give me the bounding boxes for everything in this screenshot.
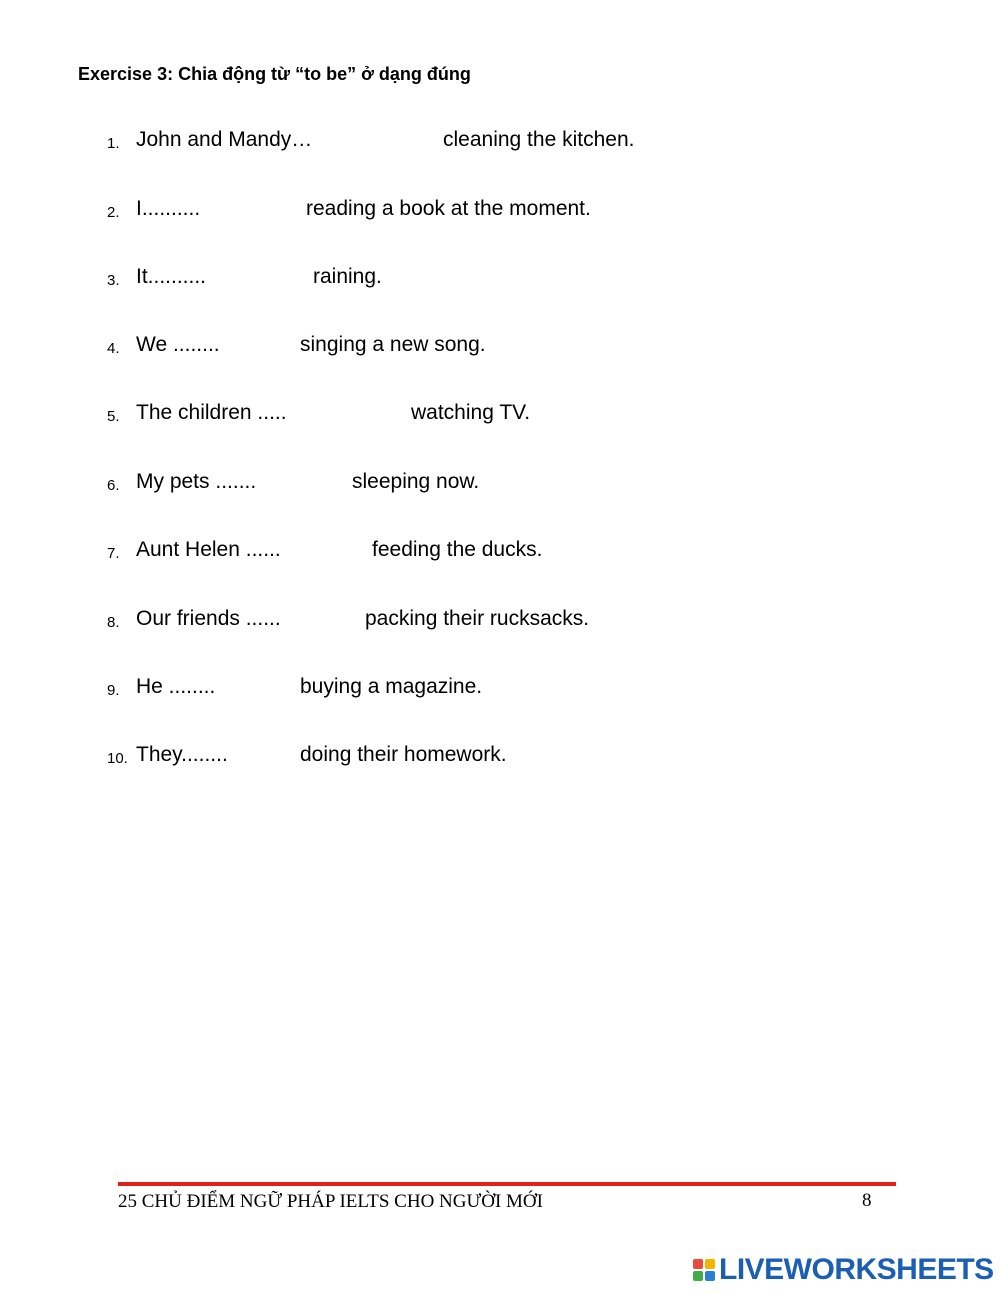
item-predicate: watching TV. bbox=[411, 401, 531, 424]
item-number: 1. bbox=[107, 135, 120, 152]
liveworksheets-wordmark: LIVEWORKSHEETS bbox=[719, 1253, 994, 1286]
item-number: 8. bbox=[107, 614, 120, 631]
item-number: 10. bbox=[107, 750, 128, 767]
item-predicate: feeding the ducks. bbox=[372, 538, 543, 561]
exercise-item-3 bbox=[0, 265, 1000, 295]
liveworksheets-logo[interactable] bbox=[693, 1253, 994, 1287]
exercise-item-5 bbox=[0, 401, 1000, 431]
item-subject: I.......... bbox=[136, 197, 201, 220]
page-number: 8 bbox=[862, 1190, 872, 1211]
exercise-item-2 bbox=[0, 197, 1000, 227]
item-subject: Our friends ...... bbox=[136, 607, 281, 630]
item-predicate: cleaning the kitchen. bbox=[443, 128, 635, 151]
liveworksheets-mark-icon bbox=[693, 1259, 715, 1281]
item-number: 5. bbox=[107, 408, 120, 425]
exercise-item-10 bbox=[0, 743, 1000, 773]
item-number: 6. bbox=[107, 477, 120, 494]
item-subject: The children ..... bbox=[136, 401, 287, 424]
item-number: 7. bbox=[107, 545, 120, 562]
exercise-item-1 bbox=[0, 128, 1000, 158]
exercise-item-8 bbox=[0, 607, 1000, 637]
item-predicate: packing their rucksacks. bbox=[365, 607, 590, 630]
item-number: 2. bbox=[107, 204, 120, 221]
footer-divider bbox=[118, 1182, 896, 1186]
exercise-item-7 bbox=[0, 538, 1000, 568]
item-number: 4. bbox=[107, 340, 120, 357]
exercise-title: Exercise 3: Chia động từ “to be” ở dạng đúng bbox=[78, 64, 471, 84]
exercise-item-4 bbox=[0, 333, 1000, 363]
item-predicate: doing their homework. bbox=[300, 743, 507, 766]
item-predicate: singing a new song. bbox=[300, 333, 486, 356]
footer-title: 25 CHỦ ĐIỂM NGỮ PHÁP IELTS CHO NGƯỜI MỚI bbox=[118, 1191, 543, 1212]
item-subject: He ........ bbox=[136, 675, 216, 698]
item-subject: My pets ....... bbox=[136, 470, 257, 493]
item-predicate: buying a magazine. bbox=[300, 675, 483, 698]
item-predicate: raining. bbox=[313, 265, 382, 288]
item-number: 3. bbox=[107, 272, 120, 289]
item-subject: Aunt Helen ...... bbox=[136, 538, 281, 561]
item-subject: It.......... bbox=[136, 265, 207, 288]
item-number: 9. bbox=[107, 682, 120, 699]
item-predicate: reading a book at the moment. bbox=[306, 197, 591, 220]
item-subject: We ........ bbox=[136, 333, 220, 356]
exercise-item-9 bbox=[0, 675, 1000, 705]
item-subject: John and Mandy… bbox=[136, 128, 313, 151]
exercise-item-6 bbox=[0, 470, 1000, 500]
item-predicate: sleeping now. bbox=[352, 470, 480, 493]
item-subject: They........ bbox=[136, 743, 228, 766]
